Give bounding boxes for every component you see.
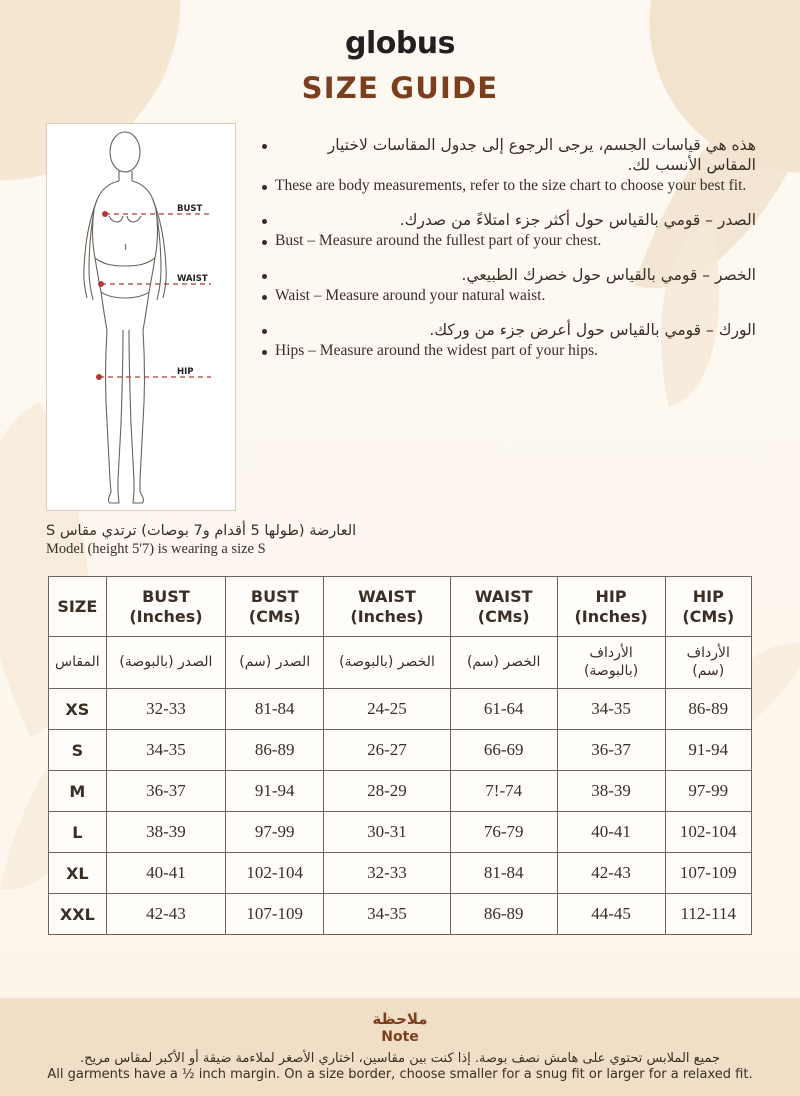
- cell-waist-inches: 32-33: [324, 853, 451, 894]
- cell-hip-cms: 91-94: [665, 730, 751, 771]
- table-row: [49, 689, 752, 730]
- column-header-waist-cms: WAIST (CMs): [450, 577, 557, 637]
- column-header-waist-inches: WAIST (Inches): [324, 577, 451, 637]
- cell-hip-cms: 112-114: [665, 894, 751, 935]
- column-header-hip-cms: HIP (CMs): [665, 577, 751, 637]
- cell-bust-cms: 86-89: [226, 730, 324, 771]
- cell-bust-inches: 36-37: [106, 771, 225, 812]
- model-note: [0, 515, 800, 558]
- table-row: [49, 812, 752, 853]
- instruction-text-en: Hips – Measure around the widest part of your hips.: [275, 341, 598, 359]
- cell-hip-cms: 86-89: [665, 689, 751, 730]
- cell-waist-cms: 7!-74: [450, 771, 557, 812]
- column-header-bust-cms: BUST (CMs): [226, 577, 324, 637]
- instruction-text-ar: الورك – قومي بالقياس حول أعرض جزء من وركك.: [429, 321, 756, 340]
- instruction-text-ar: الصدر – قومي بالقياس حول أكثر جزء امتلاءً من صدرك.: [399, 211, 756, 230]
- cell-size: XS: [49, 689, 107, 730]
- cell-size: S: [49, 730, 107, 771]
- cell-bust-inches: 32-33: [106, 689, 225, 730]
- female-body-outline-icon: [47, 124, 235, 510]
- column-header-hip-inches-ar: الأرداف (بالبوصة): [557, 637, 665, 689]
- instruction-text-en: Bust – Measure around the fullest part of your chest.: [275, 231, 602, 249]
- cell-size: XL: [49, 853, 107, 894]
- cell-bust-cms: 107-109: [226, 894, 324, 935]
- size-chart-table: [48, 576, 752, 935]
- column-header-bust-inches-ar: الصدر (بالبوصة): [106, 637, 225, 689]
- footer-note: [0, 998, 800, 1096]
- cell-size: XXL: [49, 894, 107, 935]
- instruction-group: [262, 320, 756, 361]
- cell-waist-inches: 24-25: [324, 689, 451, 730]
- cell-bust-cms: 102-104: [226, 853, 324, 894]
- cell-waist-cms: 61-64: [450, 689, 557, 730]
- bullet-dot-icon: [262, 350, 267, 355]
- bullet-dot-icon: [262, 240, 267, 245]
- cell-waist-cms: 66-69: [450, 730, 557, 771]
- table-row: [49, 853, 752, 894]
- table-row: [49, 730, 752, 771]
- footer-note-body-ar: جميع الملابس تحتوي على هامش نصف بوصة. إذا كنت بين مقاسين، اختاري الأصغر لملاءمة ضيقة أو الأكبر لمقاس مريح.: [79, 1051, 721, 1066]
- cell-bust-inches: 38-39: [106, 812, 225, 853]
- cell-hip-cms: 102-104: [665, 812, 751, 853]
- column-header-waist-cms-ar: الخصر (سم): [450, 637, 557, 689]
- column-header-hip-inches: HIP (Inches): [557, 577, 665, 637]
- bullet-dot-icon: [262, 329, 267, 334]
- model-note-en: Model (height 5'7) is wearing a size S: [46, 541, 266, 557]
- instruction-group: [262, 265, 756, 306]
- column-header-bust-cms-ar: الصدر (سم): [226, 637, 324, 689]
- cell-hip-inches: 40-41: [557, 812, 665, 853]
- top-section: [0, 123, 800, 511]
- cell-hip-inches: 38-39: [557, 771, 665, 812]
- measurement-instructions: [262, 123, 756, 511]
- cell-hip-inches: 34-35: [557, 689, 665, 730]
- footer-note-title-en: Note: [381, 1029, 419, 1045]
- cell-bust-cms: 97-99: [226, 812, 324, 853]
- instruction-text-en: These are body measurements, refer to the size chart to choose your best fit.: [275, 176, 747, 194]
- figure-label-bust: BUST: [177, 204, 203, 214]
- model-figure: [46, 123, 236, 511]
- cell-bust-cms: 81-84: [226, 689, 324, 730]
- cell-hip-inches: 36-37: [557, 730, 665, 771]
- table-header-row-en: [49, 577, 752, 637]
- bullet-dot-icon: [262, 274, 267, 279]
- cell-waist-cms: 86-89: [450, 894, 557, 935]
- footer-note-body-en: All garments have a ½ inch margin. On a size border, choose smaller for a snug fit or larger for a relaxed fit.: [47, 1067, 753, 1082]
- cell-bust-inches: 42-43: [106, 894, 225, 935]
- cell-bust-cms: 91-94: [226, 771, 324, 812]
- column-header-size: SIZE: [49, 577, 107, 637]
- cell-hip-inches: 42-43: [557, 853, 665, 894]
- model-note-ar: العارضة (طولها 5 أقدام و7 بوصات) ترتدي مقاس S: [46, 523, 357, 539]
- figure-label-waist: WAIST: [177, 274, 208, 284]
- cell-waist-inches: 30-31: [324, 812, 451, 853]
- cell-waist-inches: 34-35: [324, 894, 451, 935]
- bullet-dot-icon: [262, 219, 267, 224]
- cell-waist-inches: 26-27: [324, 730, 451, 771]
- column-header-bust-inches: BUST (Inches): [106, 577, 225, 637]
- cell-bust-inches: 34-35: [106, 730, 225, 771]
- instruction-text-ar: الخصر – قومي بالقياس حول خصرك الطبيعي.: [461, 266, 756, 285]
- bullet-dot-icon: [262, 295, 267, 300]
- cell-bust-inches: 40-41: [106, 853, 225, 894]
- figure-label-hip: HIP: [177, 367, 194, 377]
- instruction-group: [262, 210, 756, 251]
- page-title: SIZE GUIDE: [301, 71, 499, 105]
- cell-waist-inches: 28-29: [324, 771, 451, 812]
- brand-logo: globus: [344, 26, 456, 61]
- cell-hip-cms: 107-109: [665, 853, 751, 894]
- cell-hip-cms: 97-99: [665, 771, 751, 812]
- column-header-size-ar: المقاس: [49, 637, 107, 689]
- instruction-text-en: Waist – Measure around your natural waist.: [275, 286, 546, 304]
- instruction-group: [262, 135, 756, 196]
- instruction-text-ar: هذه هي قياسات الجسم، يرجى الرجوع إلى جدول المقاسات لاختيار المقاس الأنسب لك.: [327, 136, 756, 175]
- footer-note-title-ar: ملاحظة: [372, 1010, 428, 1028]
- table-header-row-ar: [49, 637, 752, 689]
- cell-size: L: [49, 812, 107, 853]
- table-row: [49, 771, 752, 812]
- bullet-dot-icon: [262, 185, 267, 190]
- cell-size: M: [49, 771, 107, 812]
- cell-waist-cms: 81-84: [450, 853, 557, 894]
- cell-hip-inches: 44-45: [557, 894, 665, 935]
- table-row: [49, 894, 752, 935]
- cell-waist-cms: 76-79: [450, 812, 557, 853]
- column-header-waist-inches-ar: الخصر (بالبوصة): [324, 637, 451, 689]
- bullet-dot-icon: [262, 144, 267, 149]
- column-header-hip-cms-ar: الأرداف (سم): [665, 637, 751, 689]
